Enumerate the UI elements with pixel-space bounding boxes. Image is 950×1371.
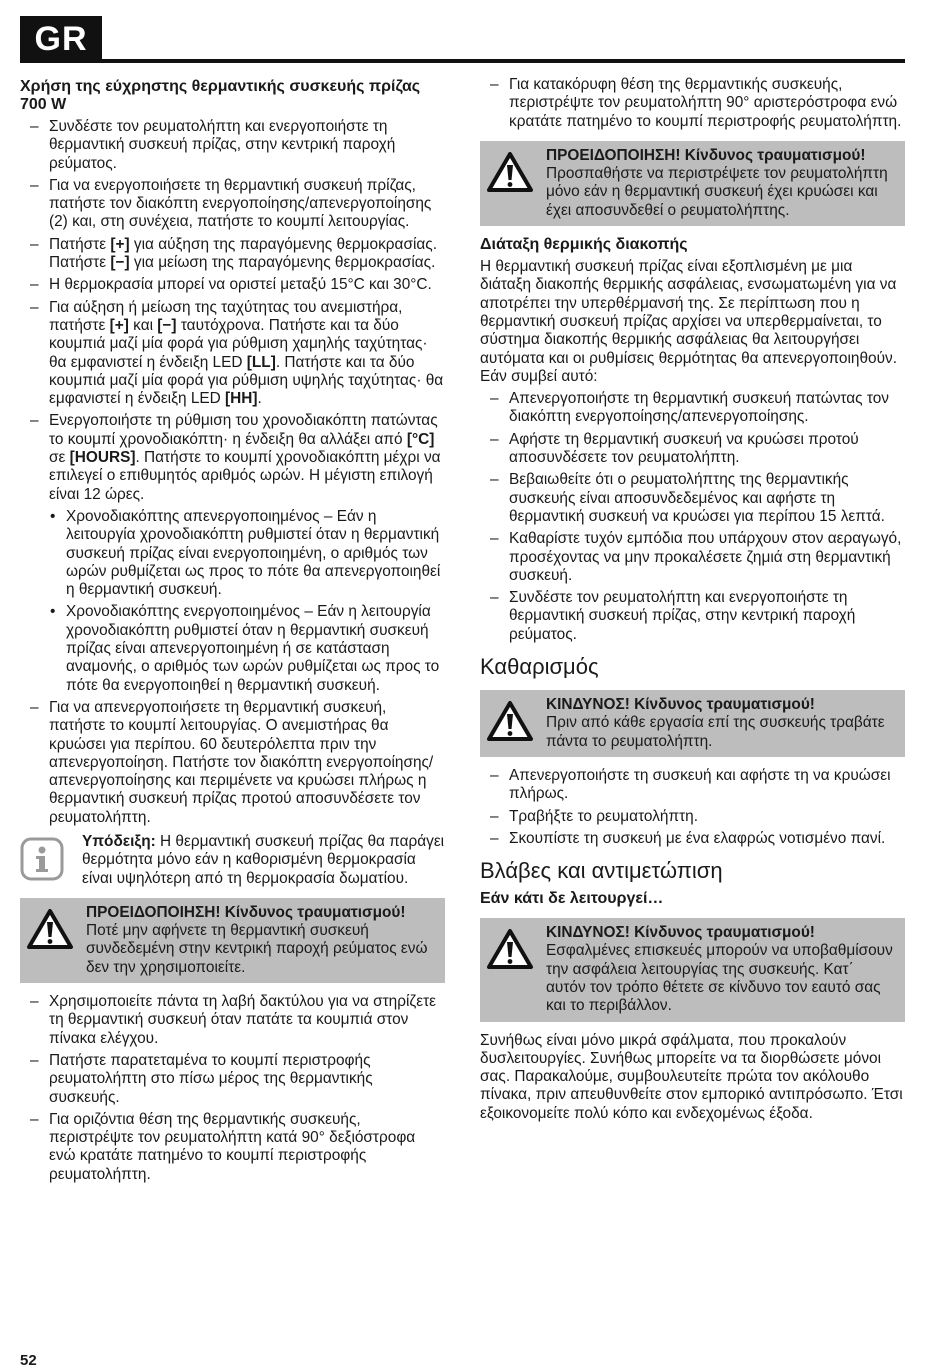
danger-label: ΚΙΝΔΥΝΟΣ! Κίνδυνος τραυματισμού! — [546, 696, 815, 714]
page-number: 52 — [20, 1352, 37, 1369]
danger-label: ΚΙΝΔΥΝΟΣ! Κίνδυνος τραυματισμού! — [546, 924, 815, 942]
note-box — [20, 833, 445, 888]
list-item: – Πατήστε παρατεταμένα το κουμπί περιστροφής ρευματολήπτη στο πίσω μέρος της θερμαντικής συσκευής. — [20, 1052, 445, 1107]
list-item: – Απενεργοποιήστε τη συσκευή και αφήστε τη να κρυώσει πλήρως. — [480, 767, 905, 804]
danger-box — [480, 690, 905, 757]
paragraph: Συνήθως είναι μόνο μικρά σφάλματα, που προκαλούν δυσλειτουργίες. Συνήθως μπορείτε να τα διορθώσετε μόνοι σας. Παρακαλούμε, συμβουλευτείτε πρώτα τον ακόλουθο πίνακα, πριν απευθυνθείτε στον εμπορικό αντιπρόσωπο. Έτσι εξοικονομείτε πολύ κόπο και ενδεχομένως έξοδα. — [480, 1031, 903, 1122]
info-icon — [20, 833, 78, 888]
section-heading-faults: Βλάβες και αντιμετώπιση — [480, 858, 723, 884]
list-item: – Αφήστε τη θερμαντική συσκευή να κρυώσει προτού αποσυνδέσετε τον ρευματολήπτη. — [480, 431, 905, 468]
danger-box — [480, 918, 905, 1021]
list-item: – Απενεργοποιήστε τη θερμαντική συσκευή πατώντας τον διακόπτη ενεργοποίησης/απενεργοποίησης. — [480, 390, 905, 427]
section-heading-cleaning: Καθαρισμός — [480, 654, 599, 680]
subheading-faults: Εάν κάτι δε λειτουργεί… — [480, 890, 664, 908]
list-item: – Καθαρίστε τυχόν εμπόδια που υπάρχουν στον αεραγωγό, προσέχοντας να μην προκαλέσετε ζημιά στη θερμαντική συσκευή. — [480, 530, 905, 585]
language-tab: GR — [20, 16, 102, 62]
list-item: – Τραβήξτε το ρευματολήπτη. — [480, 808, 905, 826]
header-rule — [20, 59, 905, 63]
warning-icon — [26, 904, 78, 977]
list-item: – Για οριζόντια θέση της θερμαντικής συσκευής, περιστρέψτε τον ρευματολήπτη κατά 90° δεξιόστροφα ενώ κρατάτε πατημένο το κουμπί περιστροφής ρευματολήπτη. — [20, 1111, 445, 1184]
list-item: – Χρησιμοποιείτε πάντα τη λαβή δακτύλου για να στηρίζετε τη θερμαντική συσκευή όταν πατάτε τα κουμπιά στον πίνακα ελέγχου. — [20, 993, 445, 1048]
list-item: – Η θερμοκρασία μπορεί να οριστεί μεταξύ 15°C και 30°C. — [20, 276, 445, 294]
list-item: – Ενεργοποιήστε τη ρύθμιση του χρονοδιακόπτη πατώντας το κουμπί χρονοδιακόπτη· η ένδειξη θα αλλάξει από [°C] σε [HOURS]. Πατήστε το κουμπί χρονοδιακόπτη μέχρι να επιλεγεί ο επιθυμητός αριθμός ωρών. Η μέγιστη επιλογή είναι 12 ώρες. — [20, 412, 445, 503]
warning-box — [480, 141, 905, 226]
section-heading-usage: Χρήση της εύχρηστης θερμαντικής συσκευής πρίζας 700 W — [20, 78, 421, 113]
warning-text: Ποτέ μην αφήνετε τη θερμαντική συσκευή συνδεδεμένη στην κεντρική παροχή ρεύματος ενώ δεν την χρησιμοποιείτε. — [86, 922, 428, 976]
list-item: – Συνδέστε τον ρευματολήπτη και ενεργοποιήστε τη θερμαντική συσκευή πρίζας, στην κεντρική παροχή ρεύματος. — [480, 589, 905, 644]
section-heading-thermal: Διάταξη θερμικής διακοπής — [480, 236, 688, 254]
bullet-item: • Χρονοδιακόπτης ενεργοποιημένος – Εάν η λειτουργία χρονοδιακόπτη ρυθμιστεί όταν η θερμαντική συσκευή πρίζας είναι απενεργοποιημένη ή σε κατάσταση αναμονής, ο αριθμός των ωρών ρυθμίζεται ως προς το πότε θα ενεργοποιηθεί η θερμαντική συσκευή. — [20, 603, 445, 694]
note-text: Η θερμαντική συσκευή πρίζας θα παράγει θερμότητα μόνο εάν η καθορισμένη θερμοκρασία είναι υψηλότερη από τη θερμοκρασία δωματίου. — [82, 832, 445, 887]
note-label: Υπόδειξη: — [82, 832, 156, 850]
left-column — [20, 78, 445, 1188]
danger-text: Πριν από κάθε εργασία επί της συσκευής τραβάτε πάντα το ρευματολήπτη. — [546, 714, 885, 750]
list-item: – Πατήστε [+] για αύξηση της παραγόμενης θερμοκρασίας. Πατήστε [−] για μείωση της παραγόμενης θερμοκρασίας. — [20, 236, 445, 273]
warning-icon — [486, 924, 538, 1015]
list-item: – Σκουπίστε τη συσκευή με ένα ελαφρώς νοτισμένο πανί. — [480, 830, 905, 848]
warning-box — [20, 898, 445, 983]
paragraph: Η θερμαντική συσκευή πρίζας είναι εξοπλισμένη με μια διάταξη διακοπής θερμικής ασφάλειας, ενσωματωμένη για να αποτρέπει την υπερθέρμανσή της. Σε περίπτωση που η θερμαντική συσκευή πρίζας αρχίσει να υπερθερμαίνεται, το σύστημα διακοπής θερμικής ασφάλειας θα λειτουργήσει αυτόματα και οι ρυθμίσεις θερμότητας θα απενεργοποιηθούν. Εάν συμβεί αυτό: — [480, 258, 897, 385]
warning-icon — [486, 147, 538, 220]
danger-text: Εσφαλμένες επισκευές μπορούν να υποβαθμίσουν την ασφάλεια λειτουργίας της συσκευής. Κατ΄ αυτόν τον τρόπο θέτετε σε κίνδυνο τον εαυτό σας και το περιβάλλον. — [546, 942, 893, 1015]
warning-label: ΠΡΟΕΙΔΟΠΟΙΗΣΗ! Κίνδυνος τραυματισμού! — [546, 146, 866, 164]
warning-label: ΠΡΟΕΙΔΟΠΟΙΗΣΗ! Κίνδυνος τραυματισμού! — [86, 903, 406, 921]
warning-icon — [486, 696, 538, 751]
list-item: – Για αύξηση ή μείωση της ταχύτητας του ανεμιστήρα, πατήστε [+] και [−] ταυτόχρονα. Πατήστε και τα δύο κουμπιά μαζί μία φορά για ρύθμιση χαμηλής ταχύτητας· θα εμφανιστεί η ένδειξη LED [LL]. Πατήστε και τα δύο κουμπιά μαζί μία φορά για ρύθμιση υψηλής ταχύτητας· θα εμφανιστεί η ένδειξη LED [HH]. — [20, 299, 445, 409]
list-item: – Για κατακόρυφη θέση της θερμαντικής συσκευής, περιστρέψτε τον ρευματολήπτη 90° αριστερόστροφα ενώ κρατάτε πατημένο το κουμπί περιστροφής ρευματολήπτη. — [480, 76, 905, 131]
list-item: – Βεβαιωθείτε ότι ο ρευματολήπτης της θερμαντικής συσκευής είναι αποσυνδεδεμένος και αφήστε τη θερμαντική συσκευή να κρυώσει για περίπου 15 λεπτά. — [480, 471, 905, 526]
list-item: – Συνδέστε τον ρευματολήπτη και ενεργοποιήστε τη θερμαντική συσκευή πρίζας, στην κεντρική παροχή ρεύματος. — [20, 118, 445, 173]
right-column — [480, 76, 905, 1127]
warning-text: Προσπαθήστε να περιστρέψετε τον ρευματολήπτη μόνο εάν η θερμαντική συσκευή έχει κρυώσει και έχει αποσυνδεθεί ο ρευματολήπτης. — [546, 165, 888, 219]
list-item: – Για να απενεργοποιήσετε τη θερμαντική συσκευή, πατήστε το κουμπί λειτουργίας. Ο ανεμιστήρας θα κρυώσει για περίπου. 60 δευτερόλεπτα πριν την απενεργοποίηση. Πατήστε τον διακόπτη ενεργοποίησης/απενεργοποίησης και περιμένετε να κρυώσει πλήρως η θερμαντική συσκευή πρίζας προτού αποσυνδέσετε τον ρευματολήπτη. — [20, 699, 445, 827]
list-item: – Για να ενεργοποιήσετε τη θερμαντική συσκευή πρίζας, πατήστε τον διακόπτη ενεργοποίησης/απενεργοποίησης (2) και, στη συνέχεια, πατήστε το κουμπί λειτουργίας. — [20, 177, 445, 232]
bullet-item: • Χρονοδιακόπτης απενεργοποιημένος – Εάν η λειτουργία χρονοδιακόπτη ρυθμιστεί όταν η θερμαντική συσκευή πρίζας είναι ενεργοποιημένη, ο αριθμός των ωρών ρυθμίζεται ως προς το πότε θα απενεργοποιηθεί η θερμαντική συσκευή. — [20, 508, 445, 599]
